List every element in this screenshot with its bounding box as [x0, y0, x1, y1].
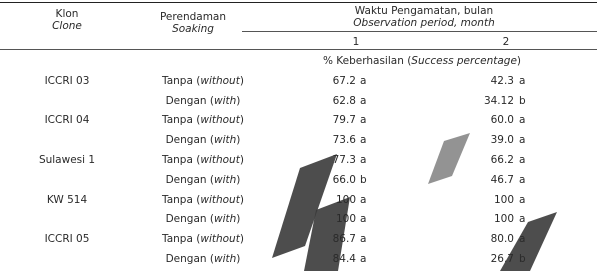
sig-month2: a [519, 75, 526, 87]
value-month2: 46.7 [490, 174, 514, 186]
soaking-en: without [200, 233, 240, 245]
paren: ) [236, 253, 241, 265]
header-bottom-rule [0, 49, 597, 50]
value-month1: 77.3 [332, 154, 356, 166]
value-month2: 42.3 [490, 75, 514, 87]
header-col2: 2 [502, 36, 510, 48]
sig-month1: a [360, 114, 367, 126]
value-month1: 73.6 [332, 134, 356, 146]
value-month2: 100 [493, 194, 514, 206]
clone-name: KW 514 [46, 194, 88, 206]
header-klon: Klon [55, 8, 79, 20]
soaking-en: with [214, 174, 237, 186]
paren: ( [206, 213, 215, 225]
sig-month2: a [519, 114, 526, 126]
paren: ) [236, 213, 241, 225]
soaking-cell [166, 213, 241, 225]
header-mid-rule [242, 31, 597, 32]
sig-month2: a [519, 174, 526, 186]
soaking-en: without [200, 75, 240, 87]
value-month1: 79.7 [332, 114, 356, 126]
paren: ( [192, 75, 201, 87]
soaking-main: Dengan [165, 134, 207, 146]
sig-month1: a [360, 134, 367, 146]
clone-name: ICCRI 04 [44, 114, 90, 126]
soaking-cell [162, 154, 244, 166]
paren: ( [192, 233, 201, 245]
top-rule [0, 2, 597, 3]
paren: ) [239, 154, 244, 166]
paren: ) [239, 233, 244, 245]
paren: ) [236, 95, 241, 107]
paren: ) [236, 174, 241, 186]
percentage-label-suffix: ) [516, 55, 522, 67]
value-month1: 62.8 [332, 95, 356, 107]
sig-month1: b [360, 174, 367, 186]
sig-month2: a [519, 134, 526, 146]
soaking-en: without [200, 194, 240, 206]
sig-month2: a [519, 233, 526, 245]
paren: ( [192, 154, 201, 166]
sig-month2: b [519, 253, 526, 265]
clone-name: Sulawesi 1 [38, 154, 96, 166]
percentage-label [323, 55, 521, 67]
soaking-en: with [214, 253, 237, 265]
header-perendaman: Perendaman [159, 11, 227, 23]
paren: ( [206, 174, 215, 186]
sig-month1: a [360, 95, 367, 107]
soaking-en: with [214, 134, 237, 146]
soaking-main: Dengan [165, 213, 207, 225]
header-observation: Observation period, month [353, 17, 495, 29]
soaking-cell [166, 95, 241, 107]
sig-month2: b [519, 95, 526, 107]
header-waktu: Waktu Pengamatan, bulan [354, 5, 494, 17]
soaking-main: Dengan [165, 174, 207, 186]
soaking-cell [162, 75, 244, 87]
value-month1: 66.0 [332, 174, 356, 186]
value-month2: 39.0 [490, 134, 514, 146]
soaking-en: with [214, 213, 237, 225]
paren: ( [206, 95, 215, 107]
percentage-label-italic: Success percentage [411, 55, 517, 67]
header-clone: Clone [52, 20, 82, 32]
soaking-main: Tanpa [162, 233, 193, 245]
paren: ( [206, 134, 215, 146]
sig-month2: a [519, 194, 526, 206]
clone-name: ICCRI 05 [44, 233, 90, 245]
header-col1: 1 [352, 36, 360, 48]
paren: ( [192, 194, 201, 206]
soaking-main: Tanpa [162, 154, 193, 166]
soaking-main: Tanpa [162, 75, 193, 87]
soaking-en: without [200, 154, 240, 166]
value-month2: 66.2 [490, 154, 514, 166]
percentage-label-prefix: % Keberhasilan ( [322, 55, 412, 67]
soaking-cell [162, 114, 244, 126]
sig-month1: a [360, 253, 367, 265]
value-month1: 100 [335, 194, 356, 206]
soaking-main: Dengan [165, 95, 207, 107]
value-month1: 86.7 [332, 233, 356, 245]
clone-name: ICCRI 03 [44, 75, 90, 87]
soaking-main: Dengan [165, 253, 207, 265]
soaking-main: Tanpa [162, 114, 193, 126]
sig-month1: a [360, 194, 367, 206]
sig-month1: a [360, 75, 367, 87]
sig-month2: a [519, 154, 526, 166]
sig-month1: a [360, 213, 367, 225]
value-month2: 80.0 [490, 233, 514, 245]
paren: ) [236, 134, 241, 146]
soaking-main: Tanpa [162, 194, 193, 206]
value-month2: 60.0 [490, 114, 514, 126]
soaking-en: with [214, 95, 237, 107]
soaking-cell [166, 174, 241, 186]
soaking-cell [166, 134, 241, 146]
soaking-cell [162, 233, 244, 245]
header-soaking: Soaking [172, 23, 214, 35]
value-month1: 67.2 [332, 75, 356, 87]
soaking-cell [166, 253, 241, 265]
value-month2: 34.12 [483, 95, 514, 107]
paren: ) [239, 114, 244, 126]
paren: ( [192, 114, 201, 126]
value-month2: 26.7 [490, 253, 514, 265]
sig-month2: a [519, 213, 526, 225]
sig-month1: a [360, 233, 367, 245]
soaking-cell [162, 194, 244, 206]
soaking-en: without [200, 114, 240, 126]
value-month2: 100 [493, 213, 514, 225]
paren: ( [206, 253, 215, 265]
value-month1: 100 [335, 213, 356, 225]
sig-month1: a [360, 154, 367, 166]
value-month1: 84.4 [332, 253, 356, 265]
paren: ) [239, 75, 244, 87]
paren: ) [239, 194, 244, 206]
